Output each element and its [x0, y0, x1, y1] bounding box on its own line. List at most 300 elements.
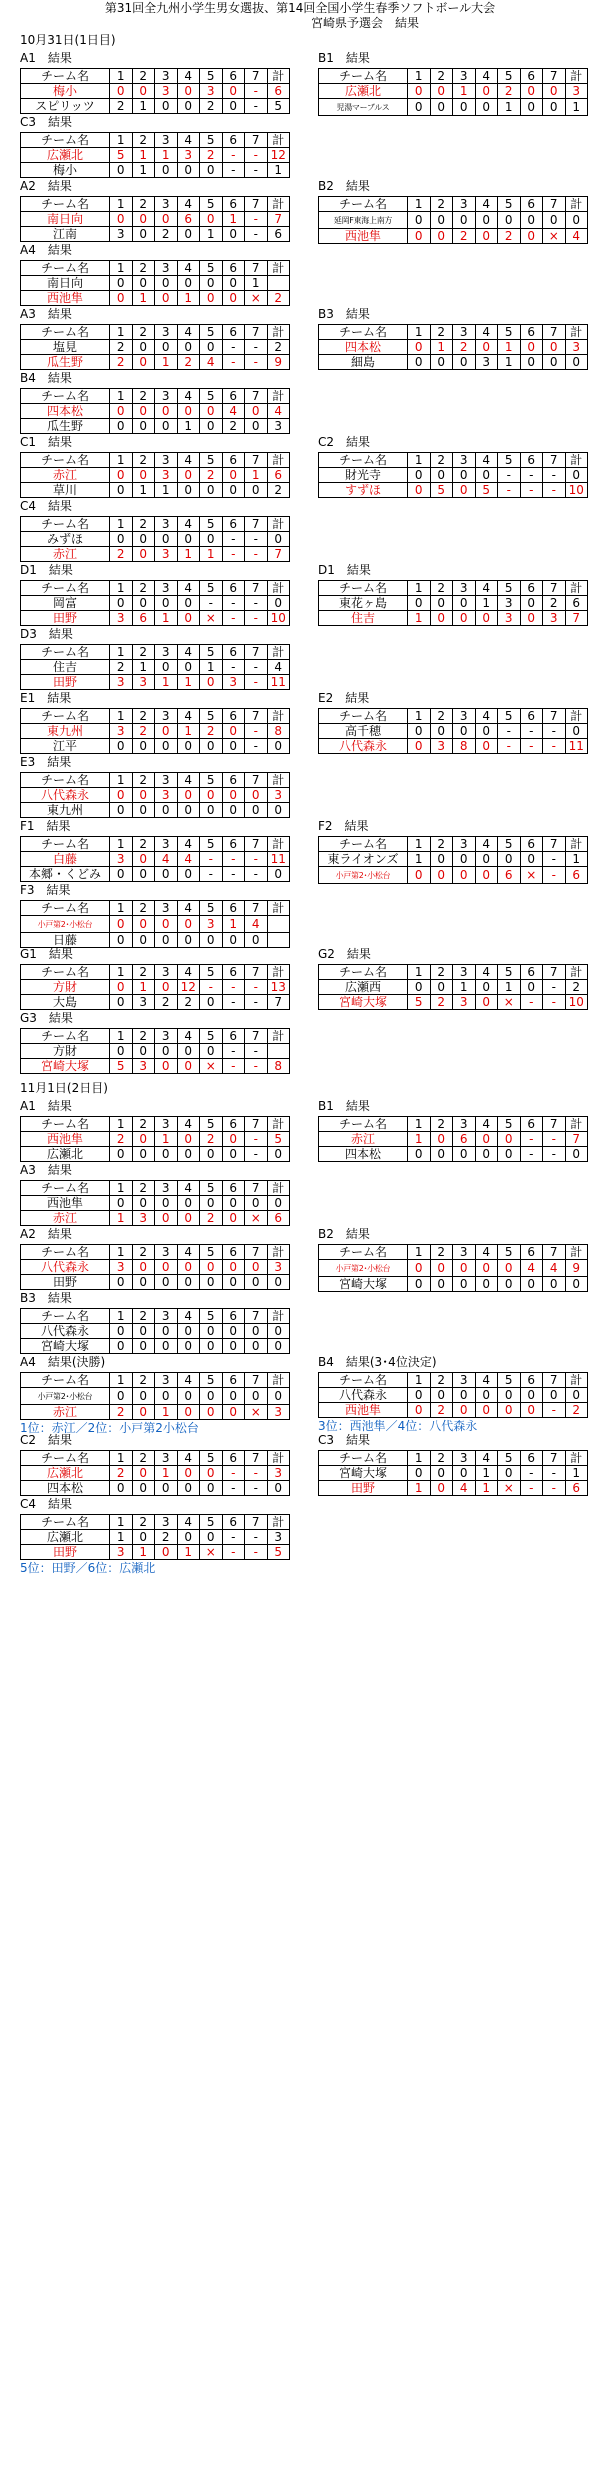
- team-name: [21, 867, 110, 882]
- inning-cell: -: [520, 1147, 543, 1162]
- header-inning-cell: 2: [430, 709, 453, 724]
- inning-cell: ×: [520, 867, 543, 884]
- header-inning-cell: 1: [408, 965, 431, 980]
- header-inning-cell: 3: [453, 709, 476, 724]
- total-cell: 0: [267, 596, 290, 611]
- inning-cell: 0: [132, 355, 155, 370]
- header-inning-cell: 1: [408, 1373, 431, 1388]
- inning-cell: 5: [110, 148, 133, 163]
- match-title: B1 結果: [318, 51, 370, 65]
- inning-cell: 0: [408, 468, 431, 483]
- inning-cell: 0: [177, 404, 200, 419]
- team-name: [21, 227, 110, 242]
- inning-cell: 0: [543, 1277, 566, 1292]
- header-inning-cell: 7: [245, 517, 268, 532]
- header-inning-cell: 3: [155, 517, 178, 532]
- header-inning-cell: 5: [200, 517, 223, 532]
- inning-cell: 0: [543, 340, 566, 355]
- inning-cell: 0: [520, 596, 543, 611]
- header-row: [21, 1245, 290, 1260]
- inning-cell: 4: [222, 404, 245, 419]
- header-inning-cell: 4: [177, 325, 200, 340]
- total-cell: 0: [267, 1388, 290, 1405]
- inning-cell: 3: [110, 227, 133, 242]
- header-inning-cell: 5: [498, 1373, 521, 1388]
- team-row: [319, 1132, 588, 1147]
- inning-cell: 2: [222, 419, 245, 434]
- inning-cell: 0: [430, 229, 453, 244]
- result-block: [318, 691, 588, 754]
- inning-cell: 1: [498, 355, 521, 370]
- header-inning-cell: 5: [498, 453, 521, 468]
- header-row: [319, 325, 588, 340]
- inning-cell: 4: [520, 1260, 543, 1277]
- inning-cell: -: [543, 1147, 566, 1162]
- inning-cell: 0: [498, 212, 521, 229]
- team-name-text: 東九州: [46, 803, 83, 817]
- inning-cell: 0: [200, 1388, 223, 1405]
- inning-cell: 0: [155, 660, 178, 675]
- match-title: B4 結果: [20, 371, 72, 385]
- inning-cell: 0: [475, 611, 498, 626]
- inning-cell: 0: [498, 1277, 521, 1292]
- team-row: [319, 980, 588, 995]
- team-name: [21, 1545, 110, 1560]
- inning-cell: 0: [222, 483, 245, 498]
- inning-cell: -: [245, 1059, 268, 1074]
- team-name: [21, 1481, 110, 1496]
- inning-cell: 0: [408, 596, 431, 611]
- inning-cell: -: [245, 355, 268, 370]
- match-title: B1 結果: [318, 1099, 370, 1113]
- header-inning-cell: 3: [155, 453, 178, 468]
- inning-cell: 0: [475, 867, 498, 884]
- inning-cell: 1: [132, 148, 155, 163]
- inning-cell: 0: [155, 163, 178, 178]
- result-block: [318, 435, 588, 498]
- header-inning-cell: 5: [200, 1029, 223, 1044]
- score-table: [20, 708, 290, 754]
- inning-cell: 0: [132, 340, 155, 355]
- team-name-text: 宮崎大塚: [338, 1277, 387, 1291]
- inning-cell: 0: [475, 1147, 498, 1162]
- inning-cell: -: [543, 1466, 566, 1481]
- header-inning-cell: 1: [110, 389, 133, 404]
- inning-cell: 3: [110, 724, 133, 739]
- team-name-text: スピリッツ: [35, 99, 95, 113]
- header-inning-cell: 7: [245, 1515, 268, 1530]
- inning-cell: -: [498, 724, 521, 739]
- inning-cell: 0: [200, 212, 223, 227]
- team-name-text: 小戸第2･小松台: [37, 920, 93, 929]
- header-row: [319, 1373, 588, 1388]
- team-row: [21, 99, 290, 114]
- inning-cell: 3: [155, 547, 178, 562]
- header-inning-cell: 3: [155, 325, 178, 340]
- inning-cell: 0: [110, 1481, 133, 1496]
- total-cell: 9: [267, 355, 290, 370]
- inning-cell: -: [245, 611, 268, 626]
- header-inning-cell: 6: [222, 1309, 245, 1324]
- inning-cell: 4: [543, 1260, 566, 1277]
- team-name: [21, 1530, 110, 1545]
- score-table: [318, 196, 588, 244]
- inning-cell: 0: [453, 852, 476, 867]
- inning-cell: 3: [110, 675, 133, 690]
- inning-cell: ×: [543, 229, 566, 244]
- header-inning-cell: 4: [475, 325, 498, 340]
- team-row: [319, 611, 588, 626]
- inning-cell: -: [245, 1044, 268, 1059]
- header-inning-cell: 1: [110, 709, 133, 724]
- header-inning-cell: 計: [267, 1117, 290, 1132]
- header-inning-cell: 5: [498, 837, 521, 852]
- score-table: [318, 1450, 588, 1496]
- total-cell: 2: [565, 980, 588, 995]
- score-table: [20, 1028, 290, 1074]
- inning-cell: 2: [498, 84, 521, 99]
- header-inning-cell: 7: [245, 389, 268, 404]
- inning-cell: 0: [110, 788, 133, 803]
- header-inning-cell: 計: [565, 1117, 588, 1132]
- inning-cell: 0: [222, 1275, 245, 1290]
- header-inning-cell: 4: [475, 1117, 498, 1132]
- total-cell: 1: [565, 1466, 588, 1481]
- inning-cell: 0: [177, 468, 200, 483]
- inning-cell: 2: [110, 1132, 133, 1147]
- team-name-text: 四本松: [344, 1147, 381, 1161]
- header-inning-cell: 4: [177, 773, 200, 788]
- team-name: [21, 1260, 110, 1275]
- inning-cell: -: [222, 1481, 245, 1496]
- inning-cell: 1: [475, 596, 498, 611]
- header-inning-cell: 3: [453, 1451, 476, 1466]
- inning-cell: 0: [453, 1277, 476, 1292]
- team-row: [319, 340, 588, 355]
- inning-cell: 0: [177, 340, 200, 355]
- match-title: F1 結果: [20, 819, 71, 833]
- inning-cell: -: [245, 84, 268, 99]
- inning-cell: 0: [475, 340, 498, 355]
- header-inning-cell: 2: [132, 709, 155, 724]
- header-inning-cell: 2: [430, 1451, 453, 1466]
- inning-cell: 1: [453, 84, 476, 99]
- team-name-text: 八代森永: [40, 1324, 89, 1338]
- header-inning-cell: 7: [543, 325, 566, 340]
- header-inning-cell: 1: [110, 261, 133, 276]
- inning-cell: -: [200, 852, 223, 867]
- header-row: [21, 69, 290, 84]
- total-cell: 4: [267, 660, 290, 675]
- team-name: [21, 1405, 110, 1420]
- inning-cell: 0: [475, 1132, 498, 1147]
- header-inning-cell: 2: [132, 69, 155, 84]
- inning-cell: -: [222, 1466, 245, 1481]
- inning-cell: 0: [177, 1339, 200, 1354]
- header-inning-cell: 7: [543, 965, 566, 980]
- inning-cell: 0: [408, 867, 431, 884]
- header-inning-cell: 4: [177, 133, 200, 148]
- inning-cell: 1: [222, 212, 245, 227]
- inning-cell: 0: [408, 483, 431, 498]
- team-row: [21, 1059, 290, 1074]
- total-cell: 7: [267, 212, 290, 227]
- match-title: E1 結果: [20, 691, 72, 705]
- header-inning-cell: 1: [110, 581, 133, 596]
- header-inning-cell: 計: [565, 69, 588, 84]
- header-row: [21, 1181, 290, 1196]
- header-inning-cell: 6: [222, 1515, 245, 1530]
- total-cell: 0: [565, 724, 588, 739]
- inning-cell: 0: [245, 788, 268, 803]
- header-row: [21, 773, 290, 788]
- match-title: F2 結果: [318, 819, 369, 833]
- header-team-cell: チーム名: [21, 1309, 110, 1324]
- header-inning-cell: 1: [110, 1451, 133, 1466]
- team-name-text: 白藤: [52, 852, 77, 866]
- inning-cell: -: [222, 611, 245, 626]
- match-title: A2 結果: [20, 179, 72, 193]
- header-inning-cell: 1: [110, 1181, 133, 1196]
- inning-cell: 0: [155, 1044, 178, 1059]
- inning-cell: 0: [222, 803, 245, 818]
- team-name-text: 赤江: [52, 468, 77, 482]
- inning-cell: 0: [132, 1132, 155, 1147]
- header-inning-cell: 2: [430, 453, 453, 468]
- inning-cell: -: [543, 724, 566, 739]
- header-inning-cell: 6: [222, 389, 245, 404]
- team-row: [319, 852, 588, 867]
- result-block: [20, 1163, 290, 1226]
- team-name: [21, 611, 110, 626]
- header-inning-cell: 4: [475, 197, 498, 212]
- team-name: [319, 355, 408, 370]
- inning-cell: 2: [110, 1466, 133, 1481]
- header-inning-cell: 3: [155, 773, 178, 788]
- team-name-text: 田野: [52, 1275, 77, 1289]
- inning-cell: 0: [200, 532, 223, 547]
- total-cell: 9: [565, 1260, 588, 1277]
- match-title: C3 結果: [20, 115, 73, 129]
- total-cell: 3: [267, 788, 290, 803]
- header-inning-cell: 2: [132, 1181, 155, 1196]
- team-row: [21, 163, 290, 178]
- team-name-text: 赤江: [52, 1405, 77, 1419]
- inning-cell: -: [543, 1481, 566, 1496]
- header-inning-cell: 4: [177, 1181, 200, 1196]
- header-inning-cell: 計: [267, 1029, 290, 1044]
- team-name-text: 西池隼: [344, 1403, 381, 1417]
- team-row: [319, 468, 588, 483]
- header-inning-cell: 3: [453, 453, 476, 468]
- inning-cell: 0: [110, 1339, 133, 1354]
- header-inning-cell: 3: [155, 1515, 178, 1530]
- header-inning-cell: 7: [543, 581, 566, 596]
- inning-cell: 0: [177, 1481, 200, 1496]
- team-name: [21, 1324, 110, 1339]
- inning-cell: 0: [132, 468, 155, 483]
- inning-cell: -: [520, 1132, 543, 1147]
- inning-cell: 0: [155, 419, 178, 434]
- inning-cell: 1: [177, 724, 200, 739]
- inning-cell: 0: [177, 867, 200, 882]
- team-name-text: 広瀬北: [46, 1530, 83, 1544]
- header-team-cell: チーム名: [319, 965, 408, 980]
- header-inning-cell: 5: [200, 1181, 223, 1196]
- inning-cell: 5: [430, 483, 453, 498]
- header-inning-cell: 5: [200, 1117, 223, 1132]
- header-inning-cell: 3: [453, 837, 476, 852]
- team-name: [319, 1481, 408, 1496]
- header-inning-cell: 5: [200, 837, 223, 852]
- inning-cell: 0: [110, 995, 133, 1010]
- header-inning-cell: 6: [520, 325, 543, 340]
- day-label: 10月31日(1日目): [20, 33, 116, 47]
- inning-cell: -: [520, 724, 543, 739]
- inning-cell: 0: [408, 1260, 431, 1277]
- team-name: [21, 1132, 110, 1147]
- header-inning-cell: 6: [222, 581, 245, 596]
- total-cell: [267, 933, 290, 948]
- inning-cell: 0: [408, 340, 431, 355]
- inning-cell: 0: [453, 1388, 476, 1403]
- team-row: [21, 532, 290, 547]
- inning-cell: 0: [132, 852, 155, 867]
- header-inning-cell: 1: [110, 645, 133, 660]
- team-row: [21, 1466, 290, 1481]
- inning-cell: 0: [430, 212, 453, 229]
- header-inning-cell: 4: [475, 1373, 498, 1388]
- inning-cell: 0: [132, 596, 155, 611]
- header-inning-cell: 5: [498, 69, 521, 84]
- inning-cell: 0: [132, 1324, 155, 1339]
- inning-cell: -: [245, 212, 268, 227]
- inning-cell: 0: [222, 1388, 245, 1405]
- team-name-text: 広瀬北: [344, 84, 381, 98]
- inning-cell: -: [245, 660, 268, 675]
- total-cell: 1: [565, 852, 588, 867]
- inning-cell: 0: [177, 1324, 200, 1339]
- team-row: [21, 1132, 290, 1147]
- inning-cell: 0: [520, 1388, 543, 1403]
- inning-cell: 1: [430, 340, 453, 355]
- result-block: [20, 755, 290, 818]
- team-name: [21, 660, 110, 675]
- header-inning-cell: 4: [177, 1373, 200, 1388]
- header-inning-cell: 3: [453, 1373, 476, 1388]
- inning-cell: 0: [222, 1324, 245, 1339]
- score-table: [318, 324, 588, 370]
- team-name: [319, 1132, 408, 1147]
- header-inning-cell: 6: [222, 901, 245, 916]
- inning-cell: 0: [475, 995, 498, 1010]
- team-name: [319, 596, 408, 611]
- header-inning-cell: 2: [132, 261, 155, 276]
- inning-cell: 0: [155, 1324, 178, 1339]
- header-inning-cell: 計: [565, 197, 588, 212]
- team-row: [21, 596, 290, 611]
- inning-cell: 0: [110, 419, 133, 434]
- team-name: [319, 995, 408, 1010]
- inning-cell: -: [245, 867, 268, 882]
- header-inning-cell: 計: [267, 709, 290, 724]
- header-inning-cell: 1: [408, 69, 431, 84]
- team-name-text: みずほ: [46, 532, 83, 546]
- header-inning-cell: 6: [222, 1245, 245, 1260]
- header-inning-cell: 4: [475, 709, 498, 724]
- team-name: [21, 916, 110, 933]
- team-name-text: 西池隼: [46, 1196, 83, 1210]
- score-table: [20, 452, 290, 498]
- inning-cell: 2: [177, 995, 200, 1010]
- header-team-cell: チーム名: [319, 197, 408, 212]
- inning-cell: 0: [155, 404, 178, 419]
- team-name-text: 宮崎大塚: [338, 1466, 387, 1480]
- inning-cell: 2: [498, 229, 521, 244]
- team-row: [21, 916, 290, 933]
- header-inning-cell: 2: [132, 1451, 155, 1466]
- header-inning-cell: 6: [222, 517, 245, 532]
- result-block: [20, 1497, 290, 1575]
- team-row: [21, 788, 290, 803]
- team-row: [21, 1044, 290, 1059]
- team-row: [21, 340, 290, 355]
- total-cell: [267, 276, 290, 291]
- header-inning-cell: 計: [267, 69, 290, 84]
- team-row: [21, 276, 290, 291]
- team-row: [319, 212, 588, 229]
- inning-cell: 0: [200, 291, 223, 306]
- inning-cell: 0: [200, 1339, 223, 1354]
- header-inning-cell: 2: [132, 1373, 155, 1388]
- inning-cell: 12: [177, 980, 200, 995]
- header-team-cell: チーム名: [21, 837, 110, 852]
- team-row: [21, 803, 290, 818]
- team-name-text: 大島: [52, 995, 77, 1009]
- header-inning-cell: 3: [155, 197, 178, 212]
- header-inning-cell: 4: [177, 645, 200, 660]
- header-row: [21, 197, 290, 212]
- inning-cell: 0: [177, 1530, 200, 1545]
- inning-cell: 2: [155, 227, 178, 242]
- inning-cell: 0: [177, 803, 200, 818]
- inning-cell: 0: [177, 1132, 200, 1147]
- header-inning-cell: 計: [565, 837, 588, 852]
- score-table: [20, 1244, 290, 1290]
- total-cell: 0: [267, 532, 290, 547]
- header-inning-cell: 1: [110, 901, 133, 916]
- total-cell: [267, 1044, 290, 1059]
- team-name: [319, 1147, 408, 1162]
- inning-cell: 0: [132, 419, 155, 434]
- header-inning-cell: 1: [110, 69, 133, 84]
- header-team-cell: チーム名: [21, 517, 110, 532]
- team-name-text: 江南: [52, 227, 77, 241]
- inning-cell: 3: [110, 852, 133, 867]
- inning-cell: ×: [245, 1211, 268, 1226]
- header-inning-cell: 5: [200, 261, 223, 276]
- team-name: [319, 212, 408, 229]
- team-name-text: 南日向: [46, 276, 83, 290]
- inning-cell: 2: [155, 995, 178, 1010]
- team-row: [319, 84, 588, 99]
- team-name: [319, 611, 408, 626]
- inning-cell: -: [222, 1044, 245, 1059]
- header-inning-cell: 6: [520, 581, 543, 596]
- inning-cell: -: [222, 355, 245, 370]
- header-inning-cell: 5: [200, 69, 223, 84]
- header-team-cell: チーム名: [319, 709, 408, 724]
